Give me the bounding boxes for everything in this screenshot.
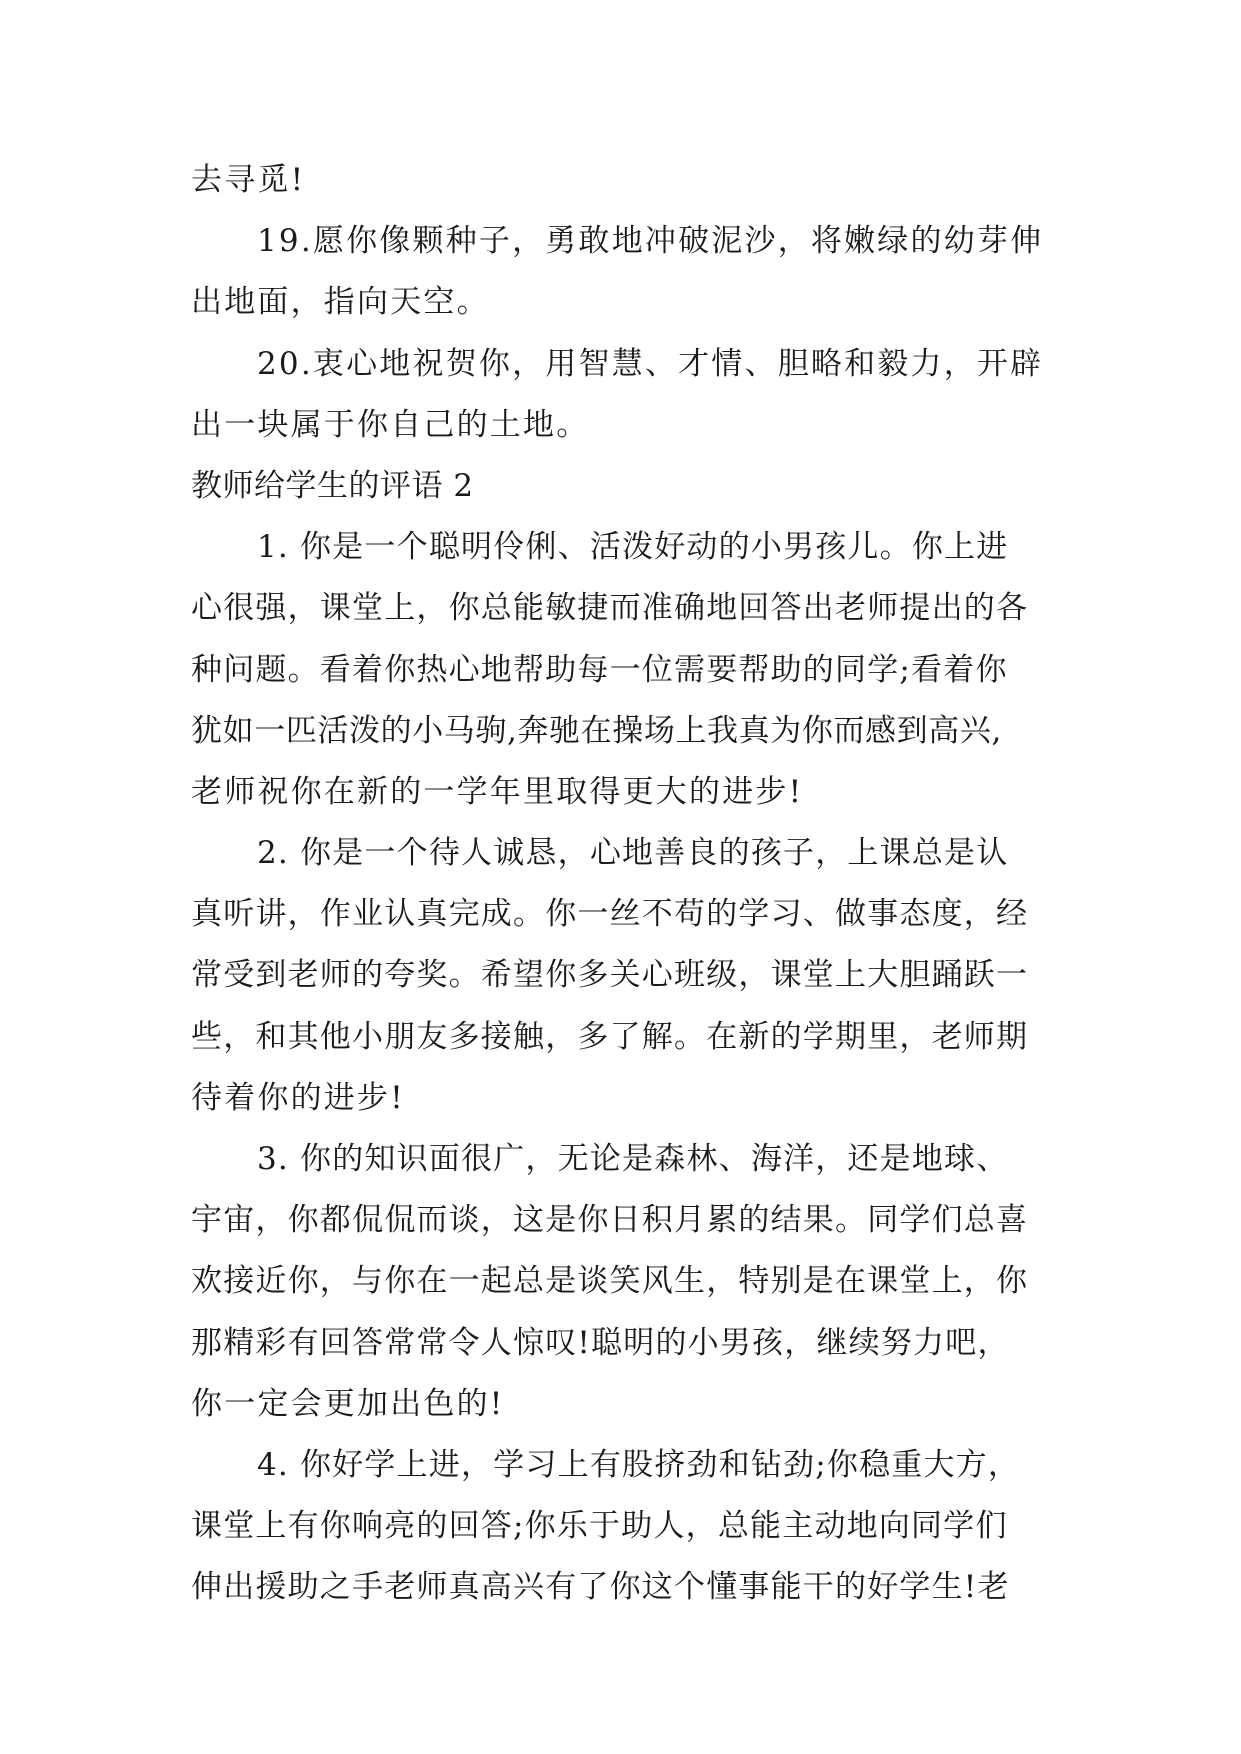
list-item-20-line-2: 出一块属于你自己的土地。: [191, 406, 590, 443]
list-item-1-line-2: 心很强，课堂上，你总能敏捷而准确地回答出老师提出的各: [191, 590, 1029, 627]
list-item-3-line-2: 宇宙，你都侃侃而谈，这是你日积月累的结果。同学们总喜: [191, 1202, 1029, 1239]
list-item-1-line-1: 1. 你是一个聪明伶俐、活泼好动的小男孩儿。你上进: [257, 529, 1009, 566]
list-item-4-line-1: 4. 你好学上进，学习上有股挤劲和钻劲;你稳重大方，: [257, 1446, 1021, 1483]
list-item-19-line-1: 19.愿你像颗种子，勇敢地冲破泥沙，将嫩绿的幼芽伸: [257, 223, 1044, 260]
list-item-2-line-3: 常受到老师的夸奖。希望你多关心班级，课堂上大胆踊跃一: [191, 957, 1029, 994]
list-item-2-line-4: 些，和其他小朋友多接触，多了解。在新的学期里，老师期: [191, 1018, 1029, 1055]
list-item-3-line-5: 你一定会更加出色的!: [191, 1385, 505, 1422]
list-item-1-line-5: 老师祝你在新的一学年里取得更大的进步!: [191, 773, 804, 810]
list-item-19-line-2: 出地面，指向天空。: [191, 284, 490, 321]
list-item-4-line-3: 伸出援助之手老师真高兴有了你这个懂事能干的好学生!老: [191, 1569, 1010, 1606]
list-item-1-line-3: 种问题。看着你热心地帮助每一位需要帮助的同学;看着你: [191, 651, 1008, 688]
list-item-2-line-2: 真听讲，作业认真完成。你一丝不苟的学习、做事态度，经: [191, 896, 1029, 933]
list-item-3-line-4: 那精彩有回答常常令人惊叹!聪明的小男孩，继续努力吧，: [191, 1324, 1010, 1361]
list-item-4-line-2: 课堂上有你响亮的回答;你乐于助人，总能主动地向同学们: [191, 1508, 1008, 1545]
document-body: [191, 150, 1051, 1619]
list-item-1-line-4: 犹如一匹活泼的小马驹,奔驰在操场上我真为你而感到高兴,: [191, 712, 1002, 749]
list-item-2-line-5: 待着你的进步!: [191, 1079, 405, 1116]
list-item-20-line-1: 20.衷心地祝贺你，用智慧、才情、胆略和毅力，开辟: [257, 345, 1044, 382]
list-item-2-line-1: 2. 你是一个待人诚恳，心地善良的孩子，上课总是认: [257, 835, 1009, 872]
list-item-3-line-3: 欢接近你，与你在一起总是谈笑风生，特别是在课堂上，你: [191, 1263, 1029, 1300]
section-heading: 教师给学生的评语 2: [191, 467, 474, 504]
text-line: 去寻觅!: [191, 162, 306, 198]
list-item-3-line-1: 3. 你的知识面很广，无论是森林、海洋，还是地球、: [257, 1141, 1009, 1177]
